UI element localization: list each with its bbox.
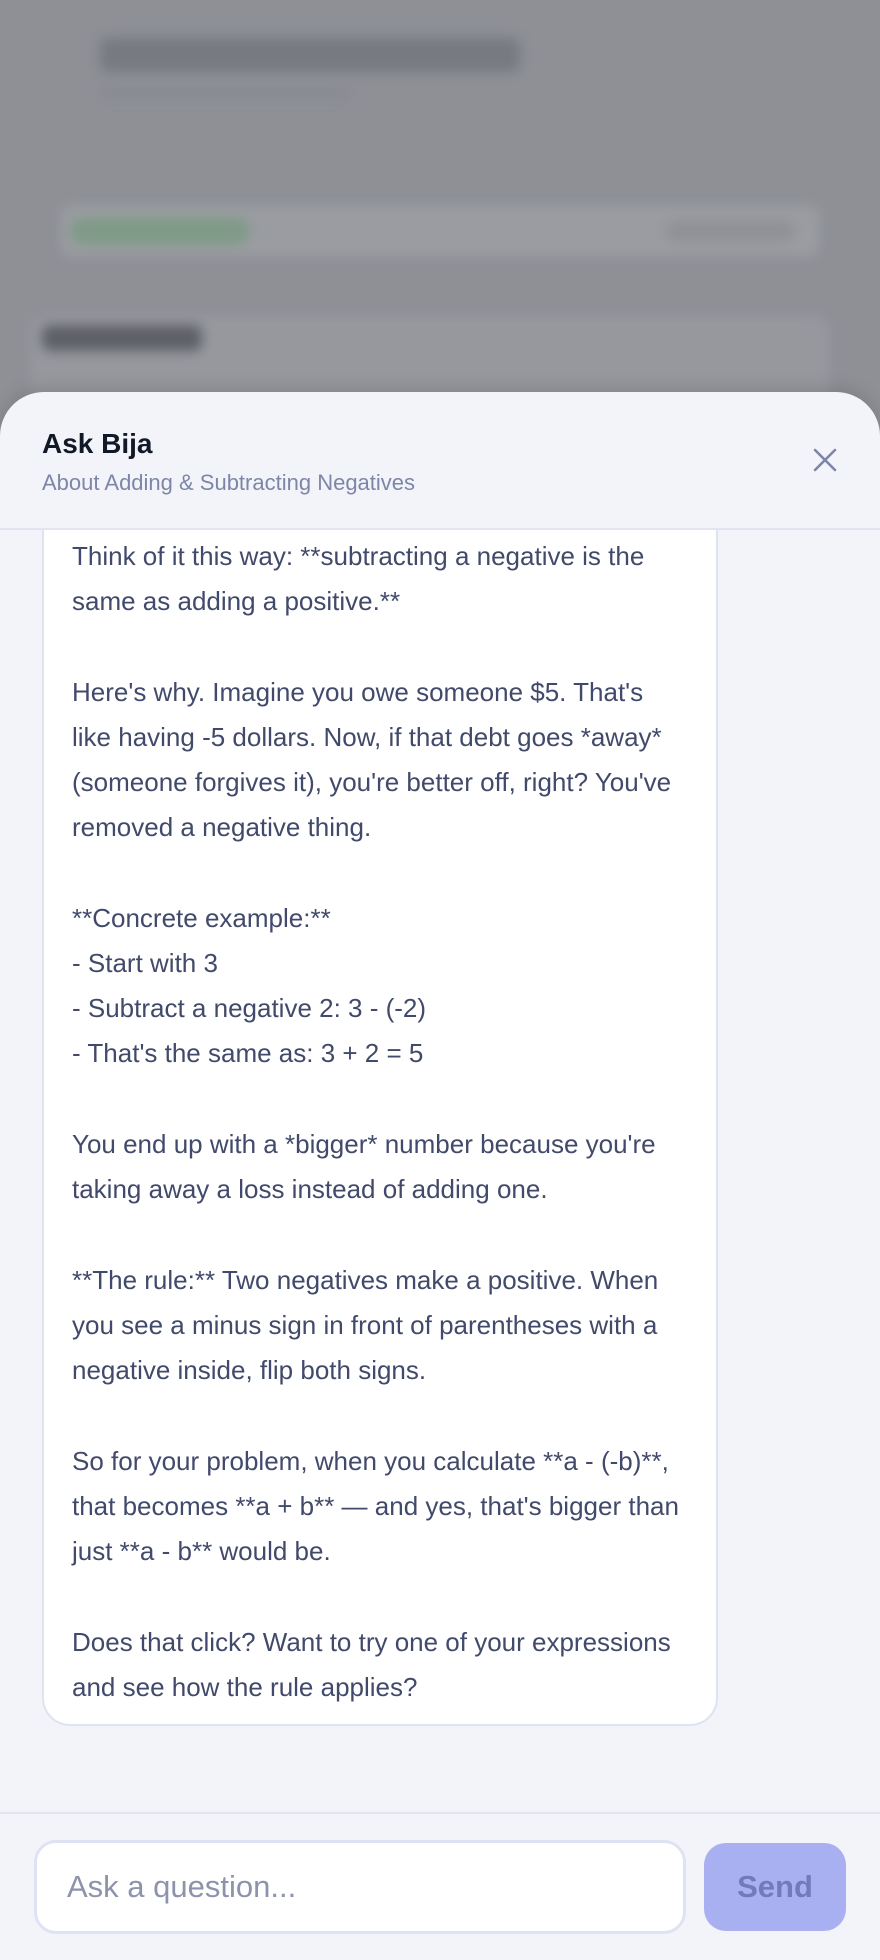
message-paragraph: **The rule:** Two negatives make a positive. When you see a minus sign in front of parentheses with a negative inside, flip both signs. xyxy=(72,1265,666,1385)
message-list[interactable] xyxy=(0,530,880,1802)
close-button[interactable] xyxy=(800,435,850,485)
composer xyxy=(0,1812,880,1960)
chat-header xyxy=(0,392,880,530)
background-title-placeholder xyxy=(100,38,520,72)
chat-subtitle: About Adding & Subtracting Negatives xyxy=(42,470,416,495)
chat-sheet xyxy=(0,392,880,1960)
background-card-label xyxy=(42,325,202,351)
close-icon xyxy=(811,446,839,474)
message-paragraph: So for your problem, when you calculate **a - (-b)**, that becomes **a + b** — and yes, that's bigger than just **a - b** would be. xyxy=(72,1446,687,1566)
background-status-pill xyxy=(70,218,250,244)
assistant-message xyxy=(42,530,718,1726)
chat-title: Ask Bija xyxy=(42,428,153,459)
question-input[interactable] xyxy=(34,1840,686,1934)
message-paragraph: Think of it this way: **subtracting a negative is the same as adding a positive.** xyxy=(72,541,652,616)
background-subtitle-placeholder xyxy=(100,86,350,100)
send-button[interactable]: Send xyxy=(704,1843,846,1931)
message-paragraph: Here's why. Imagine you owe someone $5. That's like having -5 dollars. Now, if that debt goes *away* (someone forgives it), you're better off, right? You've removed a negative thing. xyxy=(72,677,679,842)
message-paragraph: Does that click? Want to try one of your expressions and see how the rule applies? xyxy=(72,1627,678,1702)
message-paragraph: **Concrete example:** - Start with 3 - Subtract a negative 2: 3 - (-2) - That's the same as: 3 + 2 = 5 xyxy=(72,903,427,1068)
background-tag xyxy=(665,220,795,242)
message-paragraph: You end up with a *bigger* number because you're taking away a loss instead of adding one. xyxy=(72,1129,663,1204)
